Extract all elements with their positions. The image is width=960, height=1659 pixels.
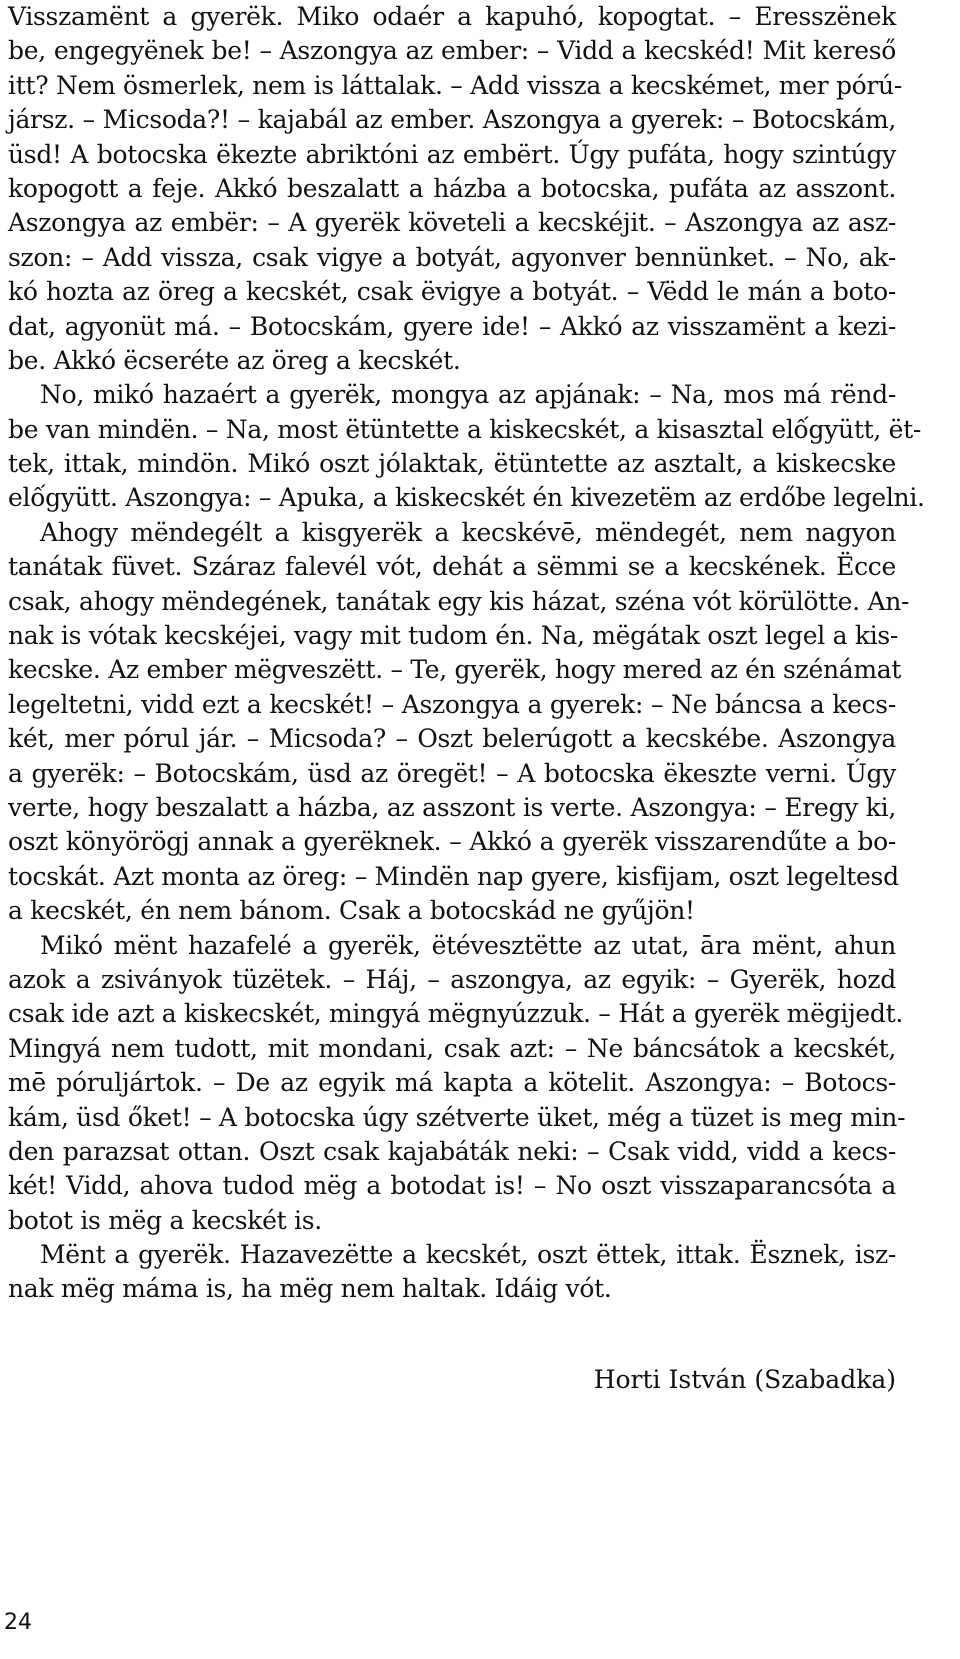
text-line: két! Vidd, ahova tudod mëg a botodat is! – No oszt visszaparancsóta a bbox=[8, 1171, 896, 1201]
text-line: Aszongya az embër: – A gyerëk követeli a kecskéjit. – Aszongya az asz- bbox=[8, 208, 896, 238]
text-line: Mikó mënt hazafelé a gyerëk, ëtévesztëtte az utat, āra mënt, ahun bbox=[40, 930, 896, 960]
text-line: nak mëg máma is, ha mëg nem haltak. Idáig vót. bbox=[8, 1274, 612, 1304]
text-line: Mingyá nem tudott, mit mondani, csak azt: – Ne báncsátok a kecskét, bbox=[8, 1033, 896, 1063]
text-line: két, mer pórul jár. – Micsoda? – Oszt belerúgott a kecskébe. Aszongya bbox=[8, 724, 896, 754]
story-text bbox=[8, 0, 925, 1307]
text-line: üsd! A botocska ëkezte abriktóni az embërt. Úgy pufáta, hogy szintúgy bbox=[8, 139, 896, 169]
text-line: jársz. – Micsoda?! – kajabál az ember. Aszongya a gyerek: – Botocskám, bbox=[8, 105, 896, 135]
text-line: nak is vótak kecskéjei, vagy mit tudom én. Na, mëgátak oszt legel a kis- bbox=[8, 621, 899, 651]
text-line: den parazsat ottan. Oszt csak kajabáták neki: – Csak vidd, vidd a kecs- bbox=[8, 1136, 896, 1166]
text-line: tanátak füvet. Száraz falevél vót, dehát a sëmmi se a kecskének. Ëcce bbox=[8, 552, 896, 582]
text-line: dat, agyonüt má. – Botocskám, gyere ide! – Akkó az visszamënt a kezi- bbox=[8, 311, 896, 341]
text-line: azok a zsiványok tüzëtek. – Háj, – aszongya, az egyik: – Gyerëk, hozd bbox=[8, 964, 896, 994]
text-line: legeltetni, vidd ezt a kecskét! – Aszongya a gyerek: – Ne báncsa a kecs- bbox=[8, 689, 896, 719]
page-number: 24 bbox=[4, 1610, 32, 1635]
text-line: csak, ahogy mëndegének, tanátak egy kis házat, széna vót körülötte. An- bbox=[8, 586, 910, 616]
text-line: Mënt a gyerëk. Hazavezëtte a kecskét, oszt ëttek, ittak. Ësznek, isz- bbox=[40, 1240, 896, 1270]
text-line: verte, hogy beszalatt a házba, az asszont is verte. Aszongya: – Eregy ki, bbox=[8, 792, 896, 822]
text-line: oszt könyörögj annak a gyerëknek. – Akkó a gyerëk visszarendűte a bo- bbox=[8, 827, 896, 857]
text-line: be. Akkó ëcseréte az öreg a kecskét. bbox=[8, 345, 461, 375]
text-line: be, engegyënek be! – Aszongya az ember: – Vidd a kecskéd! Mit kereső bbox=[8, 36, 896, 66]
text-line: tek, ittak, mindön. Mikó oszt jólaktak, ëtüntette az asztalt, a kiskecske bbox=[8, 449, 896, 479]
text-line: No, mikó hazaért a gyerëk, mongya az apjának: – Na, mos má rënd- bbox=[40, 380, 896, 410]
text-line: elốgyütt. Aszongya: – Apuka, a kiskecskét én kivezetëm az erdőbe legelni. bbox=[8, 483, 925, 513]
text-line: kecske. Az ember mëgveszëtt. – Te, gyerëk, hogy mered az én szénámat bbox=[8, 655, 902, 685]
text-line: kám, üsd őket! – A botocska úgy szétverte üket, még a tüzet is meg min- bbox=[8, 1102, 906, 1132]
text-line: csak ide azt a kiskecskét, mingyá mëgnyúzzuk. – Hát a gyerëk mëgijedt. bbox=[8, 999, 904, 1029]
text-line: tocskát. Azt monta az öreg: – Mindën nap gyere, kisfijam, oszt legeltesd bbox=[8, 861, 899, 891]
text-line: Visszamënt a gyerëk. Miko odaér a kapuhó, kopogtat. – Eresszënek bbox=[8, 2, 896, 31]
text-line: itt? Nem ösmerlek, nem is láttalak. – Add vissza a kecskémet, mer pórú- bbox=[8, 70, 903, 100]
text-line: Ahogy mëndegélt a kisgyerëk a kecskévē, mëndegét, nem nagyon bbox=[40, 517, 896, 547]
author-signature: Horti István (Szabadka) bbox=[593, 1365, 896, 1394]
text-line: mē póruljártok. – De az egyik má kapta a kötelit. Aszongya: – Botocs- bbox=[8, 1068, 896, 1098]
text-line: a kecskét, én nem bánom. Csak a botocskád ne gyűjön! bbox=[8, 896, 695, 926]
text-line: be van mindën. – Na, most ëtüntette a kiskecskét, a kisasztal elốgyütt, ët- bbox=[8, 414, 922, 444]
text-line: kó hozta az öreg a kecskét, csak ëvigye a botyát. – Vëdd le mán a boto- bbox=[8, 277, 896, 307]
text-line: kopogott a feje. Akkó beszalatt a házba a botocska, pufáta az asszont. bbox=[8, 173, 896, 203]
text-line: botot is mëg a kecskét is. bbox=[8, 1205, 322, 1235]
text-line: a gyerëk: – Botocskám, üsd az öregët! – A botocska ëkeszte verni. Úgy bbox=[8, 758, 896, 788]
text-line: szon: – Add vissza, csak vigye a botyát, agyonver bennünket. – No, ak- bbox=[8, 242, 896, 272]
